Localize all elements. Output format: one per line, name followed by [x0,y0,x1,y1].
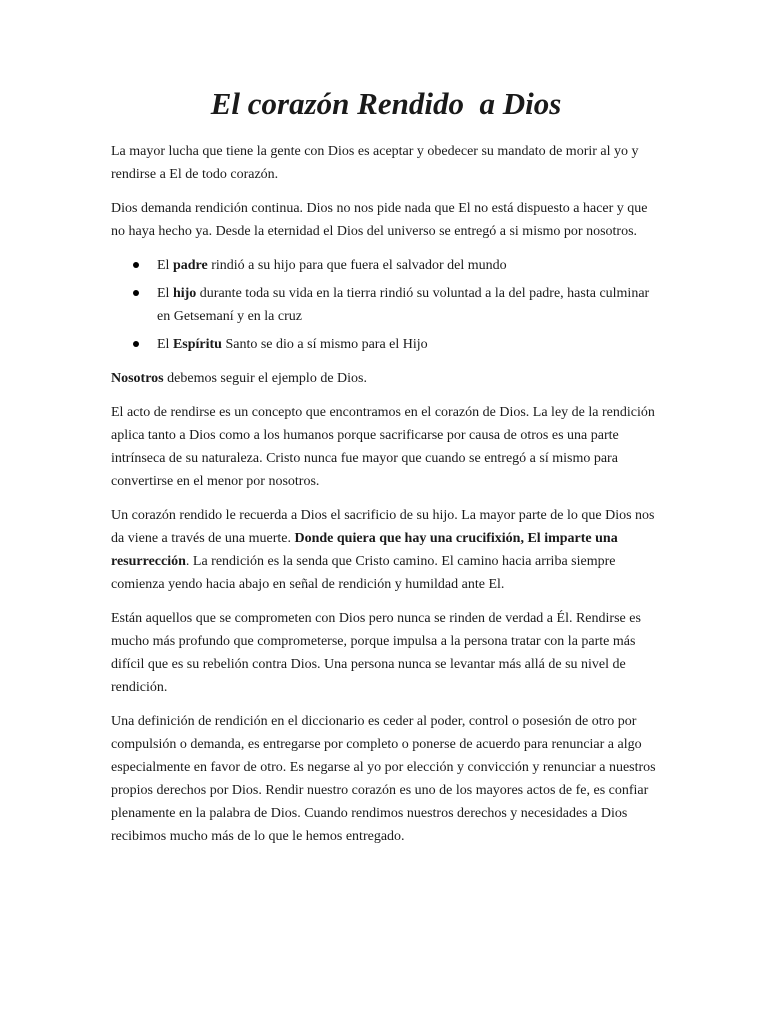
paragraph-5-bold: Donde quiera que hay una crucifixión, El imparte una resurrección [111,531,618,569]
paragraph-4: El acto de rendirse es un concepto que encontramos en el corazón de Dios. La ley de la rendición aplica tanto a Dios como a los humanos porque sacrificarse por causa de otros es una parte intrínseca de su naturaleza. Cristo nunca fue mayor que cuando se entregó a sí mismo para convertirse en el menor por nosotros. [111,405,655,489]
list-item-bold: Espíritu [172,337,222,352]
paragraph-3-bold: Nosotros [111,371,164,386]
list-item-text: durante toda su vida en la tierra rindió su voluntad a la del padre, hasta culminar en Getsemaní y en la cruz [157,286,650,324]
paragraph-5-text-a: Un corazón rendido le recuerda a Dios el sacrificio de su hijo. La mayor parte de lo que Dios nos da viene a través de una muerte. [111,508,655,546]
paragraph-3-text: debemos seguir el ejemplo de Dios. [163,371,367,386]
list-item-bold: hijo [172,286,197,301]
bullet-icon [133,262,139,268]
bullet-icon [133,290,139,296]
bullet-list [111,254,661,356]
list-item-prefix: El [157,258,173,273]
list-item-bold: padre [172,258,208,273]
paragraph-6: Están aquellos que se comprometen con Dios pero nunca se rinden de verdad a Él. Rendirse es mucho más profundo que comprometerse, porque impulsa a la persona tratar con la parte más difícil que es su rebelión contra Dios. Una persona nunca se levantar más allá de su nivel de rendición. [111,611,641,695]
list-item-text: Santo se dio a sí mismo para el Hijo [221,337,428,352]
paragraph-5 [111,504,661,596]
document-page [111,84,661,859]
paragraph-5-text-b: . La rendición es la senda que Cristo camino. El camino hacia arriba siempre comienza yendo hacia abajo en señal de rendición y humildad ante El. [111,554,616,592]
bullet-icon [133,341,139,347]
paragraph-3 [111,367,661,390]
paragraph-1: La mayor lucha que tiene la gente con Dios es aceptar y obedecer su mandato de morir al yo y rendirse a El de todo corazón. [111,144,639,182]
paragraph-7: Una definición de rendición en el diccionario es ceder al poder, control o posesión de otro por compulsión o demanda, es entregarse por completo o ponerse de acuerdo para renunciar a algo especialmente en favor de otro. Es negarse al yo por elección y convicción y renunciar a nuestros propios derechos por Dios. Rendir nuestro corazón es uno de los mayores actos de fe, es confiar plenamente en la palabra de Dios. Cuando rendimos nuestros derechos y necesidades a Dios recibimos mucho más de lo que le hemos entregado. [111,714,656,844]
paragraph-2: Dios demanda rendición continua. Dios no nos pide nada que El no está dispuesto a hacer y que no haya hecho ya. Desde la eternidad el Dios del universo se entregó a si mismo por nosotros. [111,201,648,239]
list-item-text: rindió a su hijo para que fuera el salvador del mundo [207,258,507,273]
list-item [111,282,661,328]
list-item-prefix: El [157,286,173,301]
list-item-prefix: El [157,337,173,352]
list-item [111,333,661,356]
list-item [111,254,661,277]
document-title: El corazón Rendido a Dios [210,86,562,121]
